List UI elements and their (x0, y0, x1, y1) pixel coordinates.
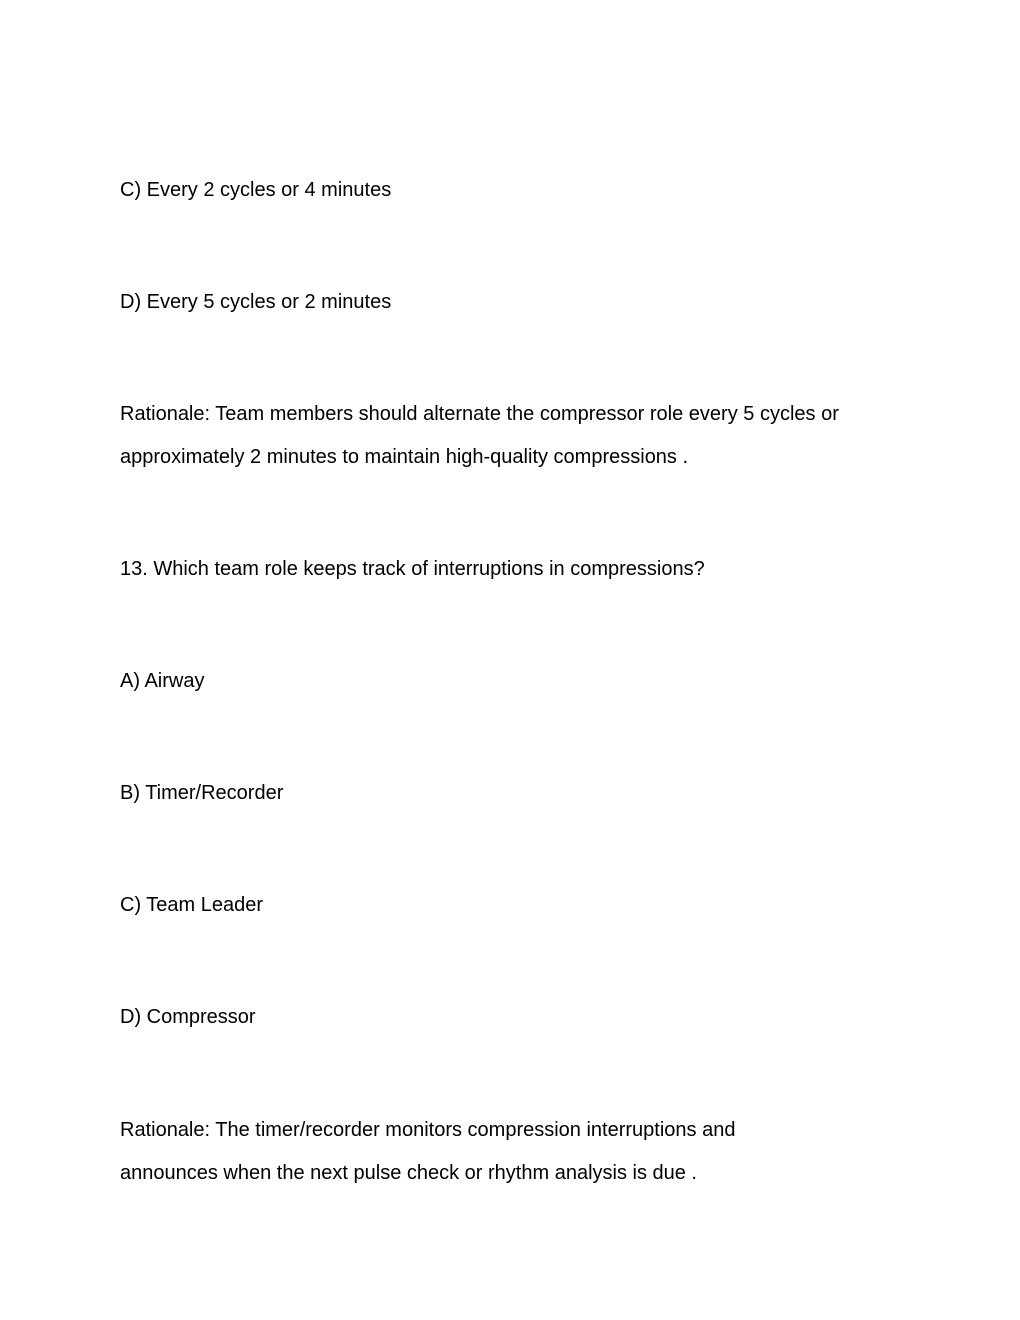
q13-option-d: D) Compressor (120, 1006, 256, 1028)
rationale-prev-line-2: approximately 2 minutes to maintain high-quality compressions . (120, 446, 689, 468)
q13-rationale-line-1: Rationale: The timer/recorder monitors compression interruptions and (120, 1119, 736, 1141)
q13-option-a: A) Airway (120, 670, 205, 692)
q13-rationale (120, 1109, 910, 1195)
option-c-prev: C) Every 2 cycles or 4 minutes (120, 179, 392, 201)
q13-rationale-line-2: announces when the next pulse check or rhythm analysis is due . (120, 1162, 697, 1184)
question-13-text: 13. Which team role keeps track of interruptions in compressions? (120, 558, 705, 580)
option-d-prev: D) Every 5 cycles or 2 minutes (120, 291, 392, 313)
rationale-prev (120, 393, 910, 479)
q13-option-b: B) Timer/Recorder (120, 782, 284, 804)
q13-option-c: C) Team Leader (120, 894, 264, 916)
rationale-prev-line-1: Rationale: Team members should alternate the compressor role every 5 cycles or (120, 403, 839, 425)
